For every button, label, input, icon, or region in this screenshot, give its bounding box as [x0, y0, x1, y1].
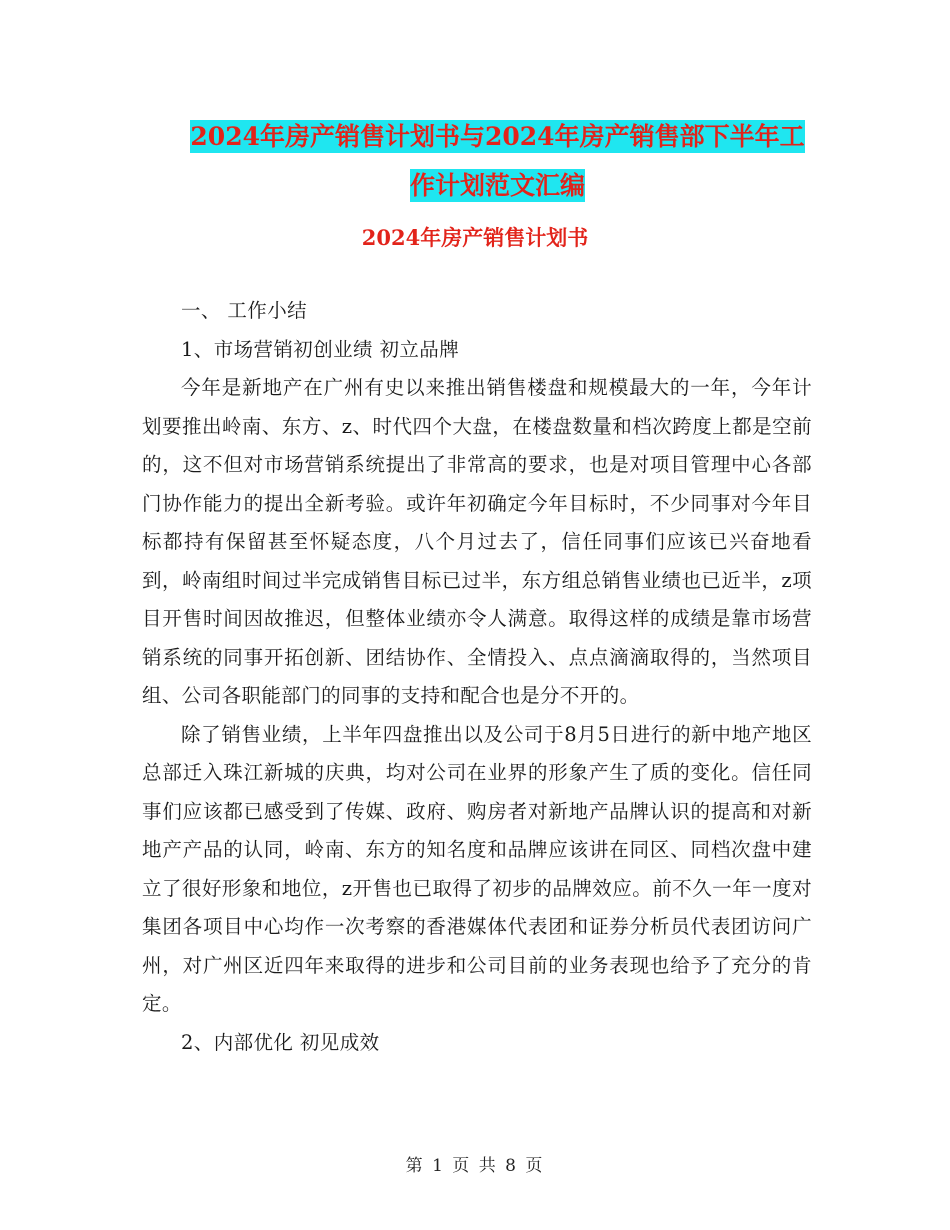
section-title: 2024年房产销售计划书 — [361, 225, 589, 250]
subheading-marketing: 1、市场营销初创业绩 初立品牌 — [181, 337, 460, 361]
document-body — [142, 292, 812, 1062]
paragraph-2: 除了销售业绩，上半年四盘推出以及公司于8月5日进行的新中地产地区总部迁入珠江新城的庆典，均对公司在业界的形象产生了质的变化。信任同事们应该都已感受到了传媒、政府、购房者对新地产品牌认识的提高和对新地产产品的认同，岭南、东方的知名度和品牌应该讲在同区、同档次盘中建立了很好形象和地位，z开售也已取得了初步的品牌效应。前不久一年一度对集团各项目中心均作一次考察的香港媒体代表团和证券分析员代表团访问广州，对广州区近四年来取得的进步和公司目前的业务表现也给予了充分的肯定。 — [142, 722, 812, 1015]
subheading-internal-optimization: 2、内部优化 初见成效 — [181, 1030, 380, 1054]
document-title-line-1: 2024年房产销售计划书与2024年房产销售部下半年工 — [190, 122, 805, 151]
document-title-line-2: 作计划范文汇编 — [409, 171, 585, 200]
heading-work-summary: 一、 工作小结 — [181, 299, 307, 322]
page-footer: 第 1 页 共 8 页 — [405, 1156, 545, 1176]
paragraph-1: 今年是新地产在广州有史以来推出销售楼盘和规模最大的一年，今年计划要推出岭南、东方、z、时代四个大盘，在楼盘数量和档次跨度上都是空前的，这不但对市场营销系统提出了非常高的要求，也是对项目管理中心各部门协作能力的提出全新考验。或许年初确定今年目标时，不少同事对今年目标都持有保留甚至怀疑态度，八个月过去了，信任同事们应该已兴奋地看到，岭南组时间过半完成销售目标已过半，东方组总销售业绩也已近半，z项目开售时间因故推迟，但整体业绩亦令人满意。取得这样的成绩是靠市场营销系统的同事开拓创新、团结协作、全情投入、点点滴滴取得的，当然项目组、公司各职能部门的同事的支持和配合也是分不开的。 — [142, 376, 812, 707]
document-title — [140, 112, 855, 210]
